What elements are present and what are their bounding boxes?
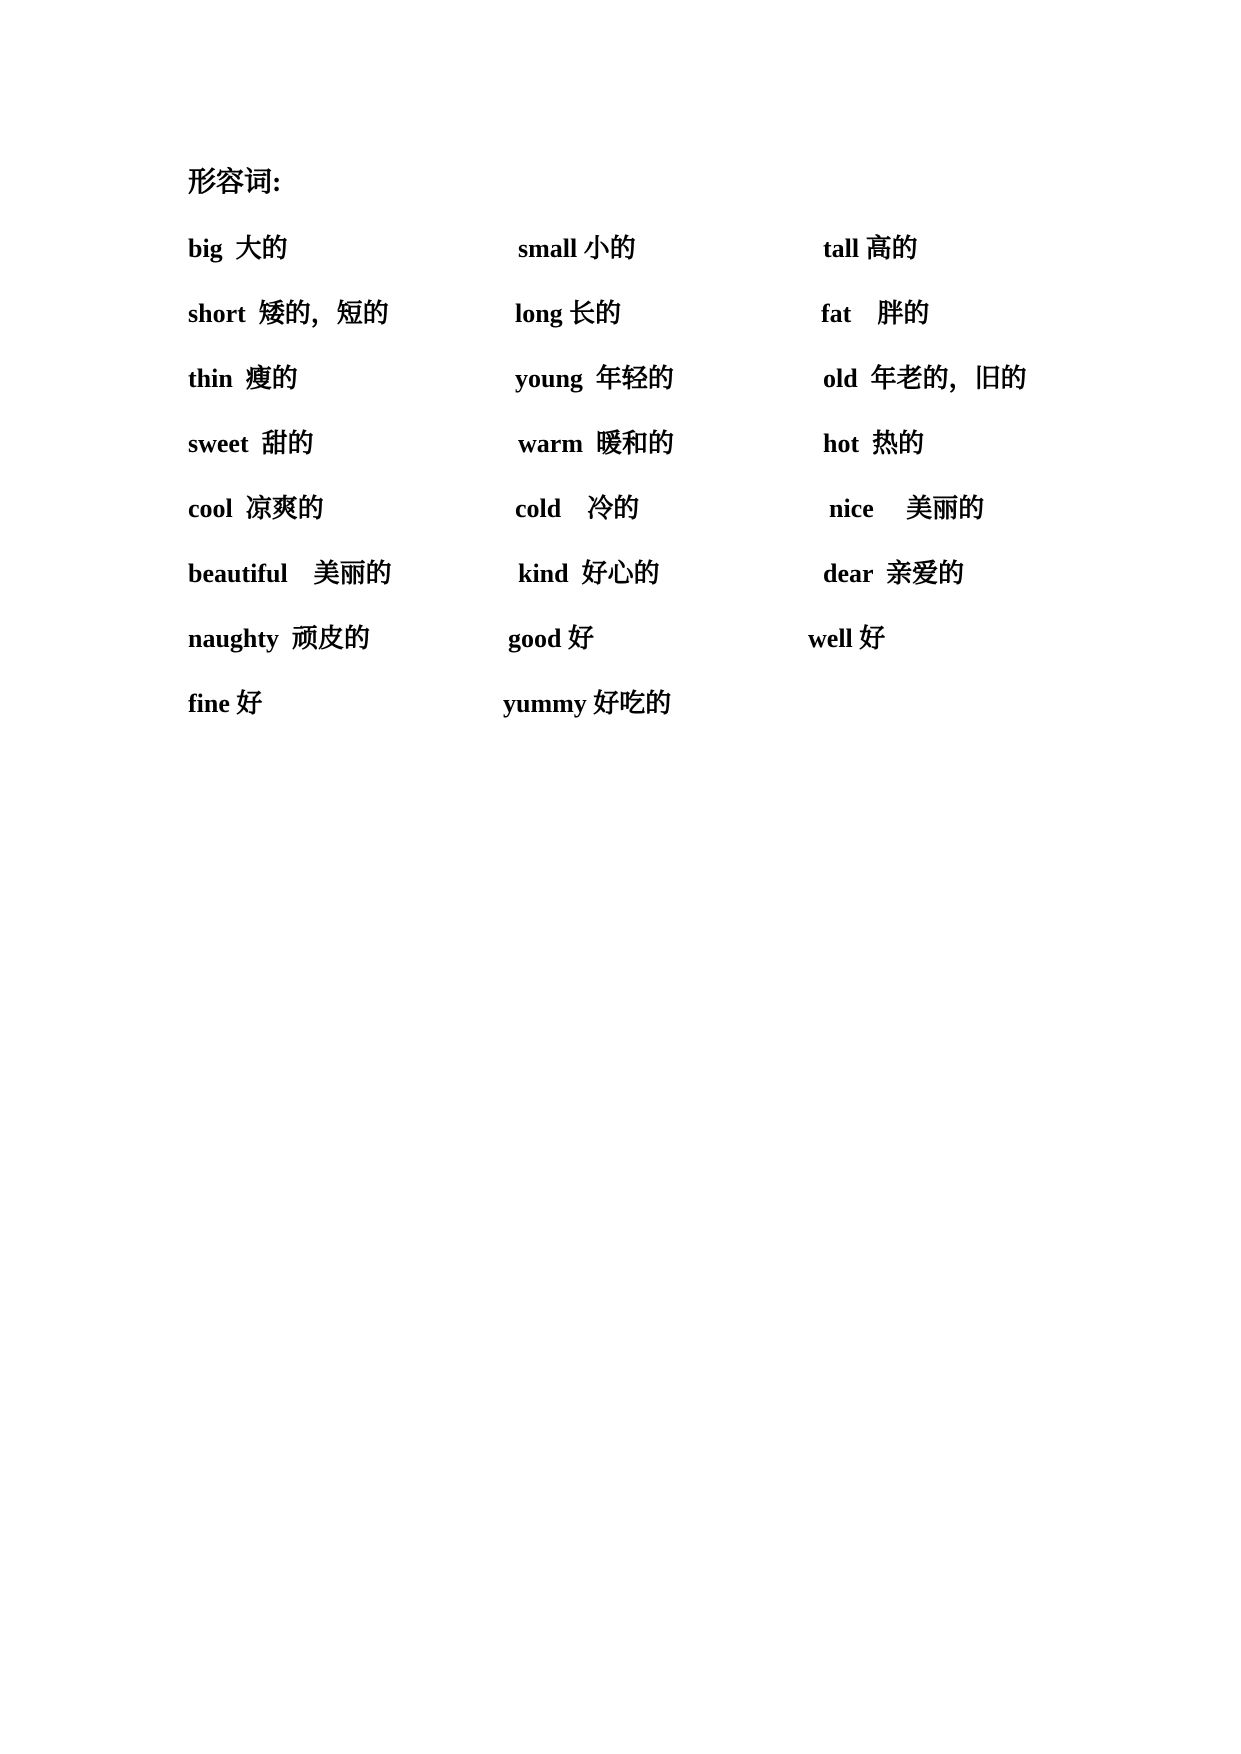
vocab-entry: small 小的 bbox=[518, 234, 636, 263]
vocab-entry: long 长的 bbox=[515, 299, 622, 328]
vocab-entry: nice 美丽的 bbox=[829, 494, 985, 523]
vocab-entry: fat 胖的 bbox=[821, 299, 930, 328]
vocab-entry: well 好 bbox=[808, 624, 886, 653]
vocab-entry: thin 瘦的 bbox=[188, 364, 298, 393]
vocab-entry: short 矮的，短的 bbox=[188, 299, 389, 328]
vocab-entry: fine 好 bbox=[188, 689, 263, 718]
vocab-entry: cold 冷的 bbox=[515, 494, 640, 523]
vocab-entry: cool 凉爽的 bbox=[188, 494, 324, 523]
vocab-entry: young 年轻的 bbox=[515, 364, 674, 393]
vocab-entry: warm 暖和的 bbox=[518, 429, 674, 458]
vocab-entry: naughty 顽皮的 bbox=[188, 624, 371, 653]
vocab-entry: beautiful 美丽的 bbox=[188, 559, 392, 588]
vocab-entry: tall 高的 bbox=[823, 234, 918, 263]
page-heading: 形容词: bbox=[188, 167, 282, 198]
vocab-entry: kind 好心的 bbox=[518, 559, 660, 588]
vocab-entry: hot 热的 bbox=[823, 429, 925, 458]
vocab-entry: old 年老的，旧的 bbox=[823, 364, 1027, 393]
vocab-entry: yummy 好吃的 bbox=[503, 689, 672, 718]
vocab-entry: dear 亲爱的 bbox=[823, 559, 965, 588]
vocab-entry: good 好 bbox=[508, 624, 594, 653]
vocab-entry: big 大的 bbox=[188, 234, 288, 263]
vocab-entry: sweet 甜的 bbox=[188, 429, 314, 458]
